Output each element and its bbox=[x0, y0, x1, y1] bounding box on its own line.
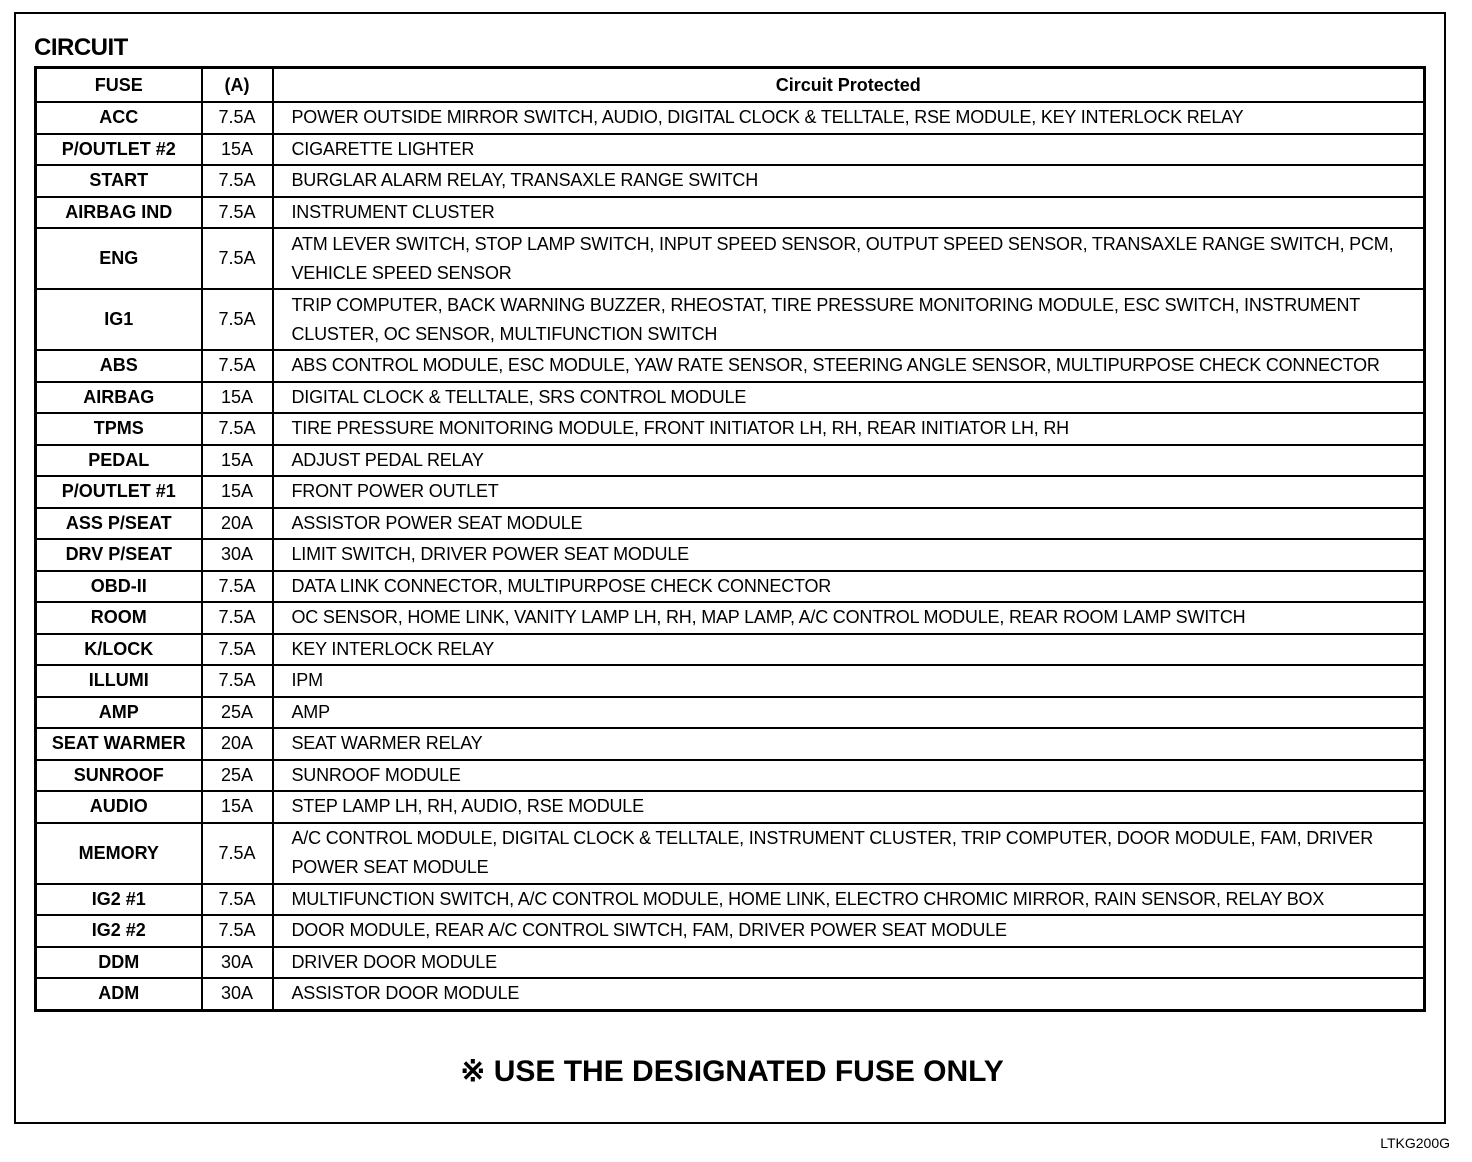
circuit-protected-cell: FRONT POWER OUTLET bbox=[273, 476, 1425, 508]
amps-cell: 7.5A bbox=[202, 350, 273, 382]
fuse-name-cell: ASS P/SEAT bbox=[36, 508, 202, 540]
amps-cell: 7.5A bbox=[202, 102, 273, 134]
table-row bbox=[36, 228, 1425, 289]
fuse-name-cell: IG1 bbox=[36, 289, 202, 350]
fuse-name-cell: ILLUMI bbox=[36, 665, 202, 697]
fuse-name-cell: K/LOCK bbox=[36, 634, 202, 666]
circuit-protected-cell: SUNROOF MODULE bbox=[273, 760, 1425, 792]
table-row bbox=[36, 350, 1425, 382]
table-row bbox=[36, 697, 1425, 729]
circuit-protected-cell: OC SENSOR, HOME LINK, VANITY LAMP LH, RH, MAP LAMP, A/C CONTROL MODULE, REAR ROOM LAMP SWITCH bbox=[273, 602, 1425, 634]
circuit-protected-cell: ASSISTOR DOOR MODULE bbox=[273, 978, 1425, 1010]
amps-cell: 7.5A bbox=[202, 197, 273, 229]
fuse-name-cell: ADM bbox=[36, 978, 202, 1010]
table-row bbox=[36, 102, 1425, 134]
fuse-name-cell: ROOM bbox=[36, 602, 202, 634]
table-row bbox=[36, 476, 1425, 508]
table-row bbox=[36, 791, 1425, 823]
fuse-name-cell: SEAT WARMER bbox=[36, 728, 202, 760]
amps-cell: 25A bbox=[202, 760, 273, 792]
fuse-name-cell: DDM bbox=[36, 947, 202, 979]
table-row bbox=[36, 413, 1425, 445]
table-row bbox=[36, 134, 1425, 166]
amps-cell: 15A bbox=[202, 382, 273, 414]
table-row bbox=[36, 947, 1425, 979]
circuit-protected-cell: KEY INTERLOCK RELAY bbox=[273, 634, 1425, 666]
table-row bbox=[36, 978, 1425, 1010]
fuse-name-cell: ABS bbox=[36, 350, 202, 382]
fuse-name-cell: AUDIO bbox=[36, 791, 202, 823]
table-row bbox=[36, 508, 1425, 540]
circuit-protected-cell: ABS CONTROL MODULE, ESC MODULE, YAW RATE SENSOR, STEERING ANGLE SENSOR, MULTIPURPOSE CHECK CONNECTOR bbox=[273, 350, 1425, 382]
circuit-protected-cell: A/C CONTROL MODULE, DIGITAL CLOCK & TELLTALE, INSTRUMENT CLUSTER, TRIP COMPUTER, DOOR MODULE, FAM, DRIVER POWER SEAT MODULE bbox=[273, 823, 1425, 884]
amps-cell: 7.5A bbox=[202, 289, 273, 350]
fuse-name-cell: ENG bbox=[36, 228, 202, 289]
table-row bbox=[36, 571, 1425, 603]
table-row bbox=[36, 884, 1425, 916]
fuse-name-cell: AMP bbox=[36, 697, 202, 729]
circuit-protected-cell: LIMIT SWITCH, DRIVER POWER SEAT MODULE bbox=[273, 539, 1425, 571]
circuit-protected-cell: POWER OUTSIDE MIRROR SWITCH, AUDIO, DIGITAL CLOCK & TELLTALE, RSE MODULE, KEY INTERLOCK RELAY bbox=[273, 102, 1425, 134]
amps-cell: 7.5A bbox=[202, 413, 273, 445]
amps-cell: 7.5A bbox=[202, 228, 273, 289]
amps-cell: 15A bbox=[202, 791, 273, 823]
fuse-name-cell: AIRBAG IND bbox=[36, 197, 202, 229]
amps-cell: 7.5A bbox=[202, 602, 273, 634]
amps-cell: 30A bbox=[202, 947, 273, 979]
circuit-protected-cell: DOOR MODULE, REAR A/C CONTROL SIWTCH, FAM, DRIVER POWER SEAT MODULE bbox=[273, 915, 1425, 947]
amps-cell: 30A bbox=[202, 978, 273, 1010]
fuse-table bbox=[34, 66, 1426, 1012]
fuse-name-cell: MEMORY bbox=[36, 823, 202, 884]
table-row bbox=[36, 665, 1425, 697]
table-row bbox=[36, 634, 1425, 666]
table-row bbox=[36, 165, 1425, 197]
circuit-protected-cell: SEAT WARMER RELAY bbox=[273, 728, 1425, 760]
fuse-name-cell: OBD-II bbox=[36, 571, 202, 603]
amps-cell: 7.5A bbox=[202, 634, 273, 666]
fuse-name-cell: START bbox=[36, 165, 202, 197]
amps-cell: 15A bbox=[202, 134, 273, 166]
fuse-name-cell: PEDAL bbox=[36, 445, 202, 477]
fuse-name-cell: DRV P/SEAT bbox=[36, 539, 202, 571]
table-heading: CIRCUIT bbox=[34, 34, 128, 61]
fuse-name-cell: P/OUTLET #2 bbox=[36, 134, 202, 166]
circuit-protected-cell: INSTRUMENT CLUSTER bbox=[273, 197, 1425, 229]
designated-fuse-note: ※ USE THE DESIGNATED FUSE ONLY bbox=[460, 1055, 1004, 1088]
fuse-table-body bbox=[36, 102, 1425, 1010]
table-row bbox=[36, 382, 1425, 414]
fuse-name-cell: TPMS bbox=[36, 413, 202, 445]
circuit-protected-cell: ASSISTOR POWER SEAT MODULE bbox=[273, 508, 1425, 540]
amps-cell: 20A bbox=[202, 728, 273, 760]
fuse-name-cell: ACC bbox=[36, 102, 202, 134]
column-header-circuit: Circuit Protected bbox=[273, 68, 1425, 103]
amps-cell: 20A bbox=[202, 508, 273, 540]
fuse-name-cell: AIRBAG bbox=[36, 382, 202, 414]
column-header-amps: (A) bbox=[202, 68, 273, 103]
table-row bbox=[36, 197, 1425, 229]
column-header-fuse: FUSE bbox=[36, 68, 202, 103]
fuse-name-cell: IG2 #2 bbox=[36, 915, 202, 947]
circuit-protected-cell: AMP bbox=[273, 697, 1425, 729]
amps-cell: 7.5A bbox=[202, 915, 273, 947]
amps-cell: 7.5A bbox=[202, 665, 273, 697]
table-row bbox=[36, 289, 1425, 350]
circuit-protected-cell: STEP LAMP LH, RH, AUDIO, RSE MODULE bbox=[273, 791, 1425, 823]
table-row bbox=[36, 445, 1425, 477]
amps-cell: 25A bbox=[202, 697, 273, 729]
circuit-protected-cell: BURGLAR ALARM RELAY, TRANSAXLE RANGE SWITCH bbox=[273, 165, 1425, 197]
fuse-name-cell: P/OUTLET #1 bbox=[36, 476, 202, 508]
document-frame bbox=[14, 12, 1446, 1124]
figure-code: LTKG200G bbox=[1380, 1135, 1450, 1151]
amps-cell: 15A bbox=[202, 476, 273, 508]
circuit-protected-cell: IPM bbox=[273, 665, 1425, 697]
table-row bbox=[36, 760, 1425, 792]
table-row bbox=[36, 728, 1425, 760]
fuse-name-cell: IG2 #1 bbox=[36, 884, 202, 916]
circuit-protected-cell: CIGARETTE LIGHTER bbox=[273, 134, 1425, 166]
circuit-protected-cell: ATM LEVER SWITCH, STOP LAMP SWITCH, INPUT SPEED SENSOR, OUTPUT SPEED SENSOR, TRANSAXLE RANGE SWITCH, PCM, VEHICLE SPEED SENSOR bbox=[273, 228, 1425, 289]
table-row bbox=[36, 602, 1425, 634]
amps-cell: 15A bbox=[202, 445, 273, 477]
table-row bbox=[36, 915, 1425, 947]
circuit-protected-cell: DATA LINK CONNECTOR, MULTIPURPOSE CHECK CONNECTOR bbox=[273, 571, 1425, 603]
table-row bbox=[36, 539, 1425, 571]
amps-cell: 30A bbox=[202, 539, 273, 571]
fuse-name-cell: SUNROOF bbox=[36, 760, 202, 792]
table-row bbox=[36, 823, 1425, 884]
circuit-protected-cell: DRIVER DOOR MODULE bbox=[273, 947, 1425, 979]
amps-cell: 7.5A bbox=[202, 884, 273, 916]
circuit-protected-cell: MULTIFUNCTION SWITCH, A/C CONTROL MODULE, HOME LINK, ELECTRO CHROMIC MIRROR, RAIN SENSOR, RELAY BOX bbox=[273, 884, 1425, 916]
header-row bbox=[36, 68, 1425, 103]
amps-cell: 7.5A bbox=[202, 823, 273, 884]
circuit-protected-cell: ADJUST PEDAL RELAY bbox=[273, 445, 1425, 477]
amps-cell: 7.5A bbox=[202, 571, 273, 603]
circuit-protected-cell: TIRE PRESSURE MONITORING MODULE, FRONT INITIATOR LH, RH, REAR INITIATOR LH, RH bbox=[273, 413, 1425, 445]
circuit-protected-cell: TRIP COMPUTER, BACK WARNING BUZZER, RHEOSTAT, TIRE PRESSURE MONITORING MODULE, ESC SWITCH, INSTRUMENT CLUSTER, OC SENSOR, MULTIFUNCTION SWITCH bbox=[273, 289, 1425, 350]
circuit-protected-cell: DIGITAL CLOCK & TELLTALE, SRS CONTROL MODULE bbox=[273, 382, 1425, 414]
amps-cell: 7.5A bbox=[202, 165, 273, 197]
